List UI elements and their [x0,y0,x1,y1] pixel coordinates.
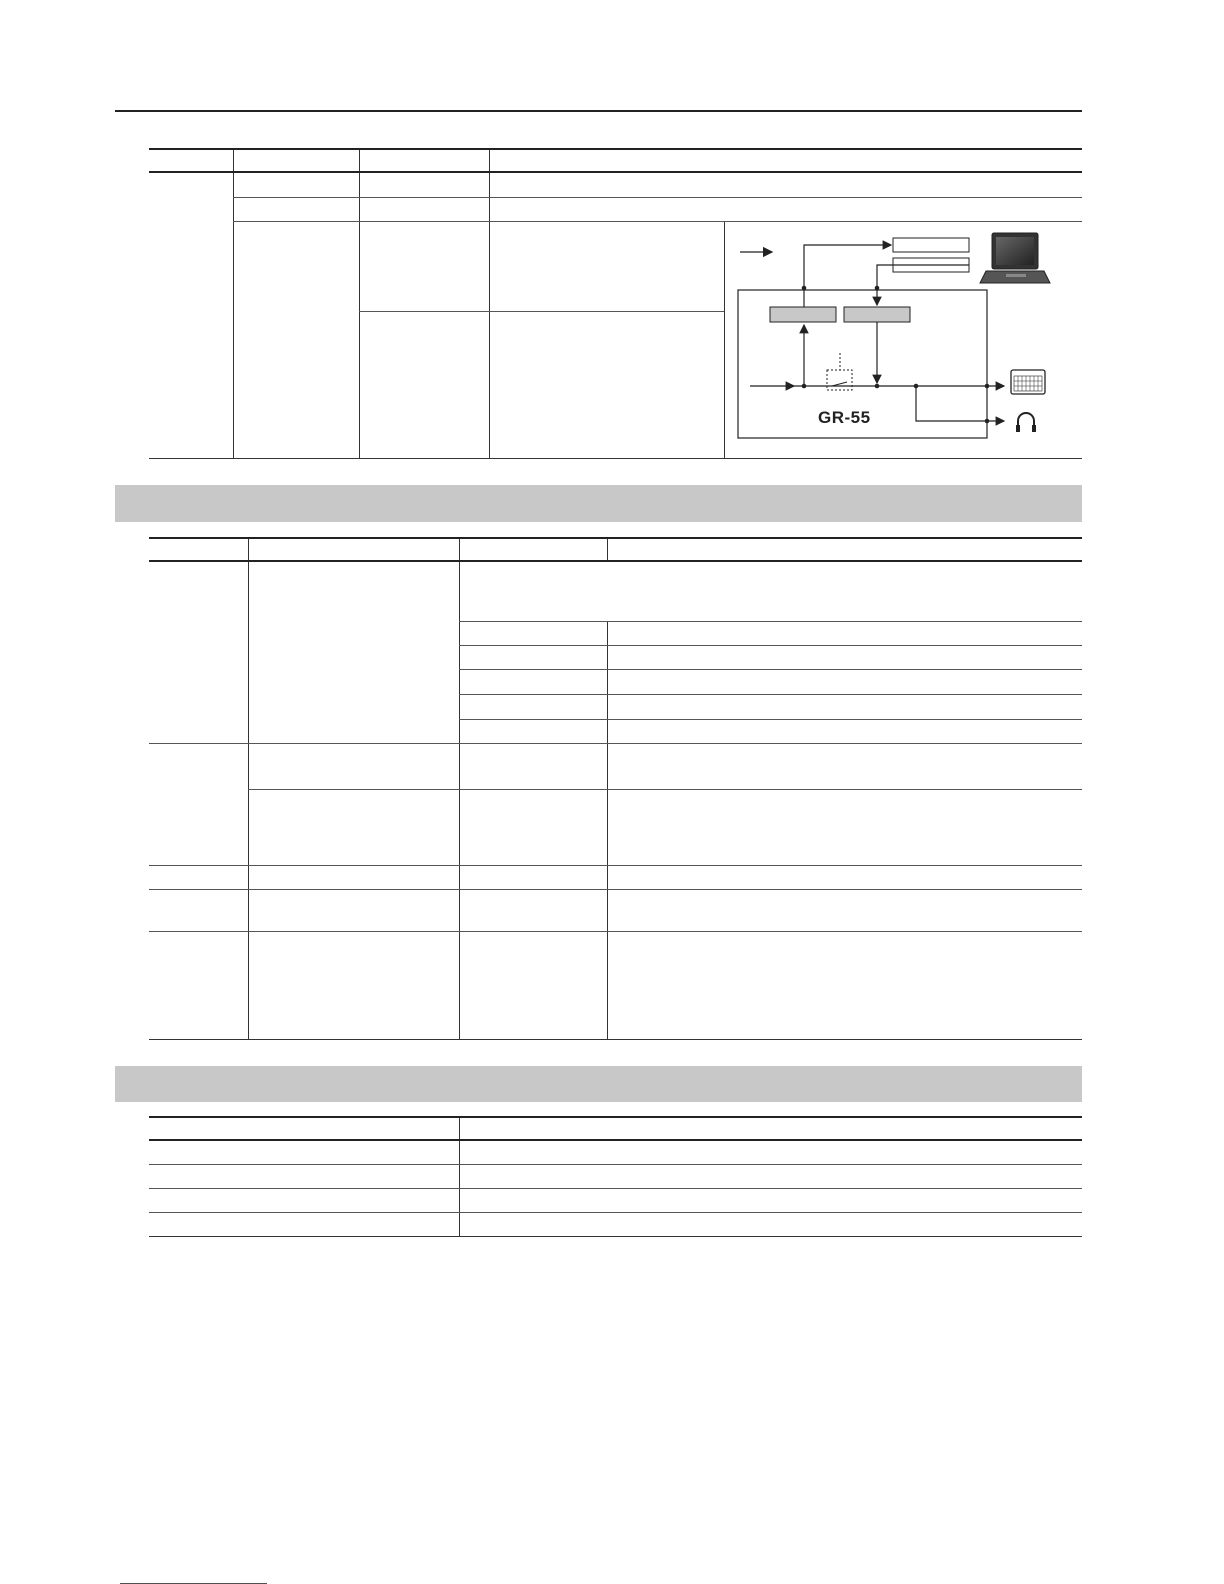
device-logo: GR-55 [818,408,871,427]
label-box-1 [893,238,969,252]
table3-header-bottom [149,1139,1082,1141]
table1-row-line-3 [359,311,724,312]
laptop-icon [980,233,1050,283]
table2-line-i [149,889,1082,890]
table1-hsep-2 [359,150,360,171]
table3-line-1 [149,1164,1082,1165]
table1-header-top [149,148,1082,150]
table2-line-c [459,669,1082,670]
table2-line-b [459,645,1082,646]
table2-line-f [149,743,1082,744]
table3-line-3 [149,1212,1082,1213]
table2-line-d [459,694,1082,695]
table2-vsep-2 [459,562,460,1039]
table1-hsep-1 [233,150,234,171]
table2-line-h [149,865,1082,866]
headphones-icon [1016,413,1036,432]
table1-hsep-3 [489,150,490,171]
table2-bottom [149,1039,1082,1040]
table1-bottom [149,458,1082,459]
table2-header-top [149,537,1082,539]
table3-hsep [459,1118,460,1139]
routing-diagram [728,225,1078,455]
table2-line-j [149,931,1082,932]
amplifier-icon [1011,370,1045,394]
table1-row-line-1 [233,197,1082,198]
block-left [770,307,836,322]
table2-hsep-1 [248,539,249,560]
table2-header-bottom [149,560,1082,562]
top-rule [115,110,1082,112]
table2-line-e [459,719,1082,720]
table3-header-top [149,1116,1082,1118]
section-3-header [115,1066,1082,1102]
table2-hsep-3 [607,539,608,560]
table1-vsep-2 [359,173,360,458]
table1-vsep-4 [724,221,725,458]
table3-bottom [149,1236,1082,1237]
table2-hsep-2 [459,539,460,560]
switch-box [827,370,852,390]
table1-row-line-2 [233,221,1082,222]
table1-vsep-1 [233,173,234,458]
table1-vsep-3 [489,173,490,458]
block-right [844,307,910,322]
table1-header-bottom [149,171,1082,173]
section-2-header [115,485,1082,522]
table2-line-a [459,621,1082,622]
table3-line-2 [149,1188,1082,1189]
table2-vsep-3 [607,621,608,1039]
table2-vsep-1 [248,562,249,1039]
table2-line-g [248,789,1082,790]
